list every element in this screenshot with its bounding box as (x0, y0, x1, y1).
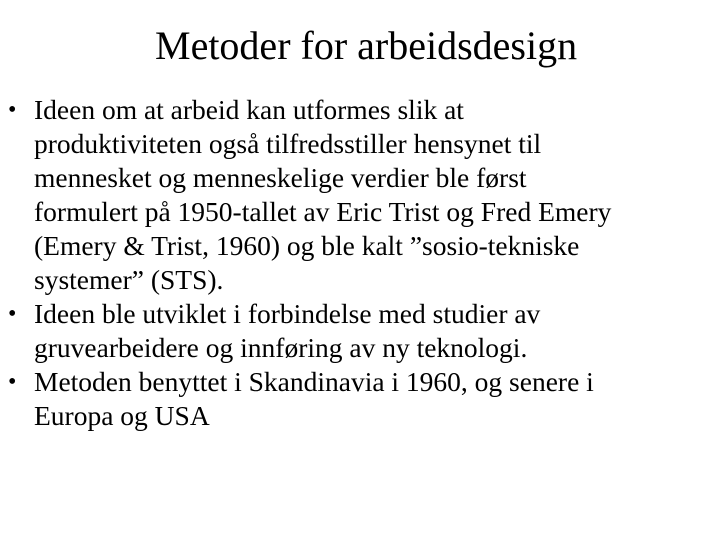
bullet-dot-icon: • (8, 369, 17, 395)
bullet-line: Metoden benyttet i Skandinavia i 1960, og senere i (34, 366, 594, 397)
bullet-line: (Emery & Trist, 1960) og ble kalt ”sosio-tekniske (34, 230, 580, 261)
bullet-dot-icon: • (8, 301, 17, 327)
bullet-line: formulert på 1950-tallet av Eric Trist og Fred Emery (34, 196, 612, 227)
bullet-line: Ideen ble utviklet i forbindelse med studier av (34, 298, 541, 329)
bullet-list (0, 93, 720, 433)
bullet-line: mennesket og menneskelige verdier ble først (34, 162, 527, 193)
bullet-text (34, 297, 720, 365)
bullet-line: systemer” (STS). (34, 264, 224, 295)
bullet-item (0, 365, 720, 433)
bullet-line: Europa og USA (34, 400, 210, 431)
bullet-item (0, 93, 720, 297)
bullet-text (34, 93, 720, 297)
bullet-line: gruvearbeidere og innføring av ny teknologi. (34, 332, 528, 363)
bullet-text (34, 365, 720, 433)
slide-title: Metoder for arbeidsdesign (155, 23, 578, 68)
bullet-line: Ideen om at arbeid kan utformes slik at (34, 94, 464, 125)
bullet-item (0, 297, 720, 365)
bullet-line: produktiviteten også tilfredsstiller hensynet til (34, 128, 542, 159)
bullet-dot-icon: • (8, 97, 17, 123)
